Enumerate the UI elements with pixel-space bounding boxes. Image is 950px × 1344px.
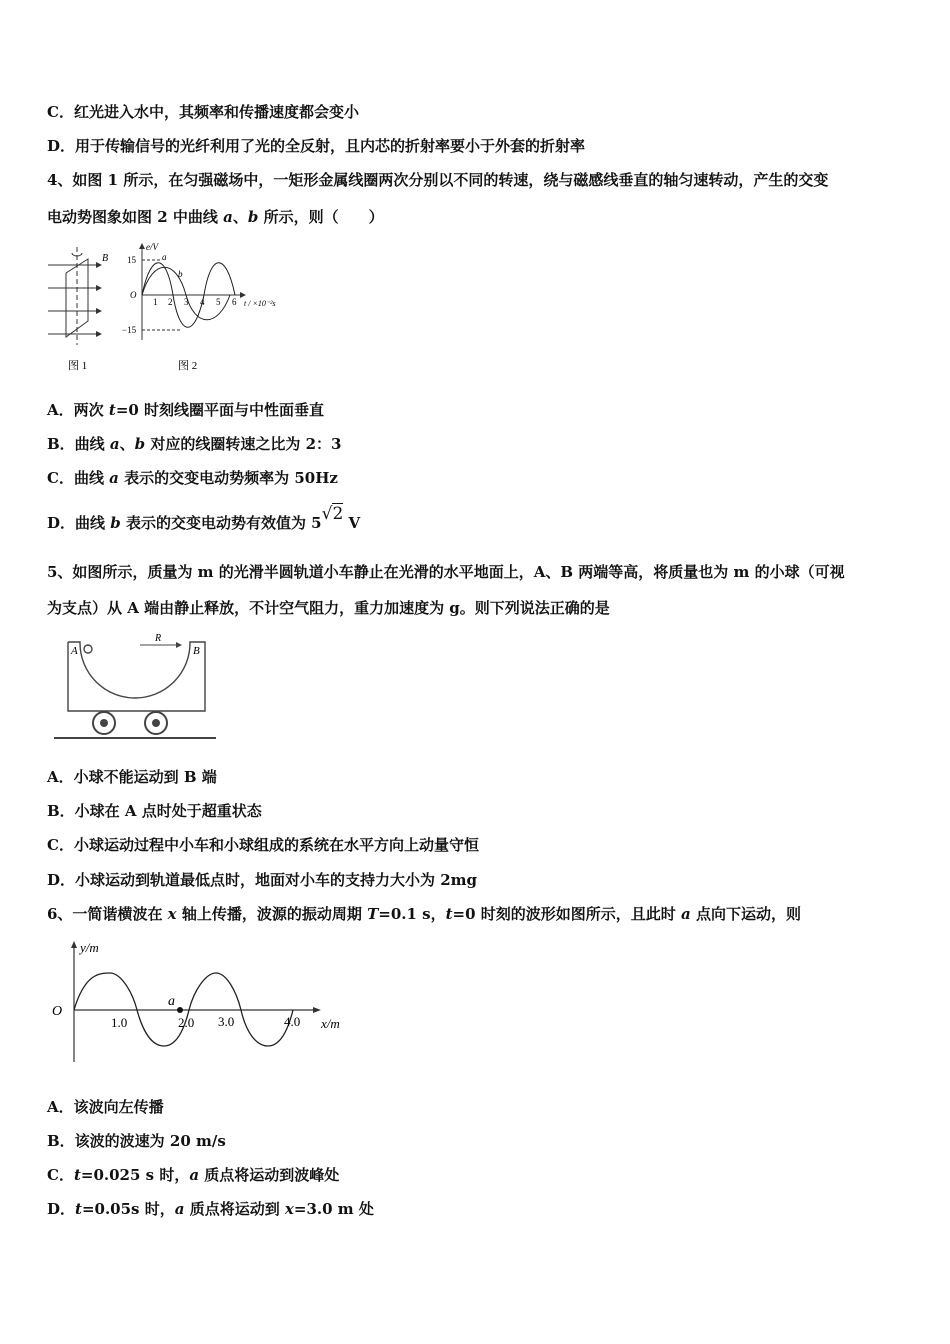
q6-stem-var-t: t [445,905,453,923]
q6-stem-text: 6、一简谐横波在 [47,905,168,923]
q5-fig-label-a: A [71,645,78,657]
q4-fig2-tick: 3 [184,297,189,307]
q4-opt-a-tail: =0 时刻线圈平面与中性面垂直 [115,401,325,419]
q3-option-d: D．用于传输信号的光纤利用了光的全反射，且内芯的折射率要小于外套的折射率 [47,137,586,155]
q6-opt-c-text: =0.025 s 时， [80,1166,190,1184]
q6-option-a: A．该波向左传播 [47,1098,164,1116]
q5-fig-label-b: B [193,645,200,657]
q6-opt-c-text: 质点将运动到波峰处 [199,1166,340,1184]
q4-opt-c-text: C．曲线 [47,469,110,487]
q4-fig2-ytop: 15 [127,255,136,265]
q4-fig2-ybottom: −15 [122,325,137,335]
q5-fig-label-r: R [155,633,162,644]
q4-option-b [47,434,341,454]
q4-option-a [47,400,324,420]
q6-stem-var-a: a [680,905,691,923]
q5-option-a: A．小球不能运动到 B 端 [47,768,217,786]
q6-opt-d-var-a: a [174,1200,185,1218]
q6-fig-tick: 2.0 [178,1015,195,1030]
q6-option-b: B．该波的波速为 20 m/s [47,1132,226,1150]
q6-opt-c-var-t: t [73,1166,81,1184]
q4-figure-2 [120,240,300,375]
q6-opt-c-var-a: a [189,1166,200,1184]
q6-stem-text: 轴上传播，波源的振动周期 [176,905,368,923]
q6-fig-point-a: a [168,994,175,1009]
q6-opt-d-var-t: t [75,1200,82,1218]
q4-fig2-tick: 4 [200,297,205,307]
q4-fig2-curve-b: b [178,269,183,279]
q6-figure-wave [48,940,358,1065]
q4-fig1-caption: 图 1 [68,360,88,372]
q4-option-d [47,504,361,533]
q4-fig1-b-label: B [102,253,109,264]
q6-opt-d-var-x: x [284,1200,294,1218]
q4-fig2-curve-a: a [162,252,167,262]
q4-fig2-xlabel: t / ×10⁻²s [244,299,276,308]
q4-stem-line1: 4、如图 1 所示，在匀强磁场中，一矩形金属线圈两次分别以不同的转速，绕与磁感线垂直的轴匀速转动，产生的交变 [47,171,829,189]
q3-option-c: C．红光进入水中，其频率和传播速度都会变小 [47,103,359,121]
q6-option-c [47,1165,339,1185]
q4-stem-text: 电动势图象如图 2 中曲线 [47,208,224,226]
q4-fig2-caption: 图 2 [178,360,198,372]
q4-opt-d-unit: V [343,514,361,532]
q5-figure-cart [50,630,220,745]
q4-opt-b-tail: 对应的线圈转速之比为 2：3 [145,435,342,453]
q4-opt-b-sep: 、 [119,435,135,453]
q6-opt-d-text: =3.0 m 处 [293,1200,374,1218]
q6-fig-xlabel: x/m [321,1016,340,1031]
q6-stem-text: 点向下运动，则 [690,905,801,923]
q6-opt-d-text: 质点将运动到 [184,1200,285,1218]
q4-option-c [47,468,338,488]
q4-fig2-origin: O [130,290,137,300]
q4-fig2-tick: 6 [232,297,237,307]
q4-stem-line2 [47,207,384,227]
q6-stem-var-x: x [167,905,177,923]
q6-fig-tick: 4.0 [284,1014,301,1029]
q4-stem-sep: 、 [232,208,248,226]
sqrt-radical: √2 [321,504,344,524]
q6-fig-tick: 3.0 [218,1014,235,1029]
q4-fig2-tick: 5 [216,297,221,307]
q4-opt-d-mid: 表示的交变电动势有效值为 5 [120,514,322,532]
q5-stem-line1: 5、如图所示，质量为 m 的光滑半圆轨道小车静止在光滑的水平地面上，A、B 两端等高，将质量也为 m 的小球（可视 [47,563,845,581]
q6-opt-d-text: =0.05s 时， [81,1200,175,1218]
q6-stem-text: =0 时刻的波形如图所示，且此时 [452,905,681,923]
q5-option-d: D．小球运动到轨道最低点时，地面对小车的支持力大小为 2mg [47,871,478,889]
q4-fig2-tick: 2 [168,297,173,307]
q5-option-c: C．小球运动过程中小车和小球组成的系统在水平方向上动量守恒 [47,836,479,854]
q6-stem-text: =0.1 s， [378,905,446,923]
q6-fig-tick: 1.0 [111,1015,128,1030]
q6-option-d [47,1199,374,1219]
q4-figure-1 [44,245,124,375]
q6-opt-c-text: C． [47,1166,74,1184]
q4-stem-tail: 所示，则（ ） [258,208,384,226]
q4-opt-d-text: D．曲线 [47,514,111,532]
q5-stem-line2: 为支点）从 A 端由静止释放，不计空气阻力，重力加速度为 g。则下列说法正确的是 [47,599,610,617]
q6-fig-origin: O [52,1004,63,1019]
q4-opt-a-var: t [108,401,116,419]
q4-opt-c-tail: 表示的交变电动势频率为 50Hz [118,469,338,487]
q4-opt-b-var-a: a [109,435,120,453]
q4-opt-b-var-b: b [134,435,146,453]
sqrt-radicand: 2 [332,504,344,524]
q5-option-b: B．小球在 A 点时处于超重状态 [47,802,262,820]
q6-opt-d-text: D． [47,1200,76,1218]
q4-opt-b-text: B．曲线 [47,435,110,453]
q4-stem-var-a: a [223,208,233,226]
q4-opt-d-var: b [110,514,121,532]
q4-opt-c-var: a [109,469,119,487]
q4-stem-var-b: b [247,208,259,226]
q6-stem-var-T: T [367,905,379,923]
q6-stem [47,904,801,924]
q4-fig2-tick: 1 [153,297,158,307]
q6-fig-ylabel: y/m [80,940,99,955]
q4-fig2-ylabel: e/V [146,242,158,252]
q4-opt-a-text: A．两次 [47,401,109,419]
